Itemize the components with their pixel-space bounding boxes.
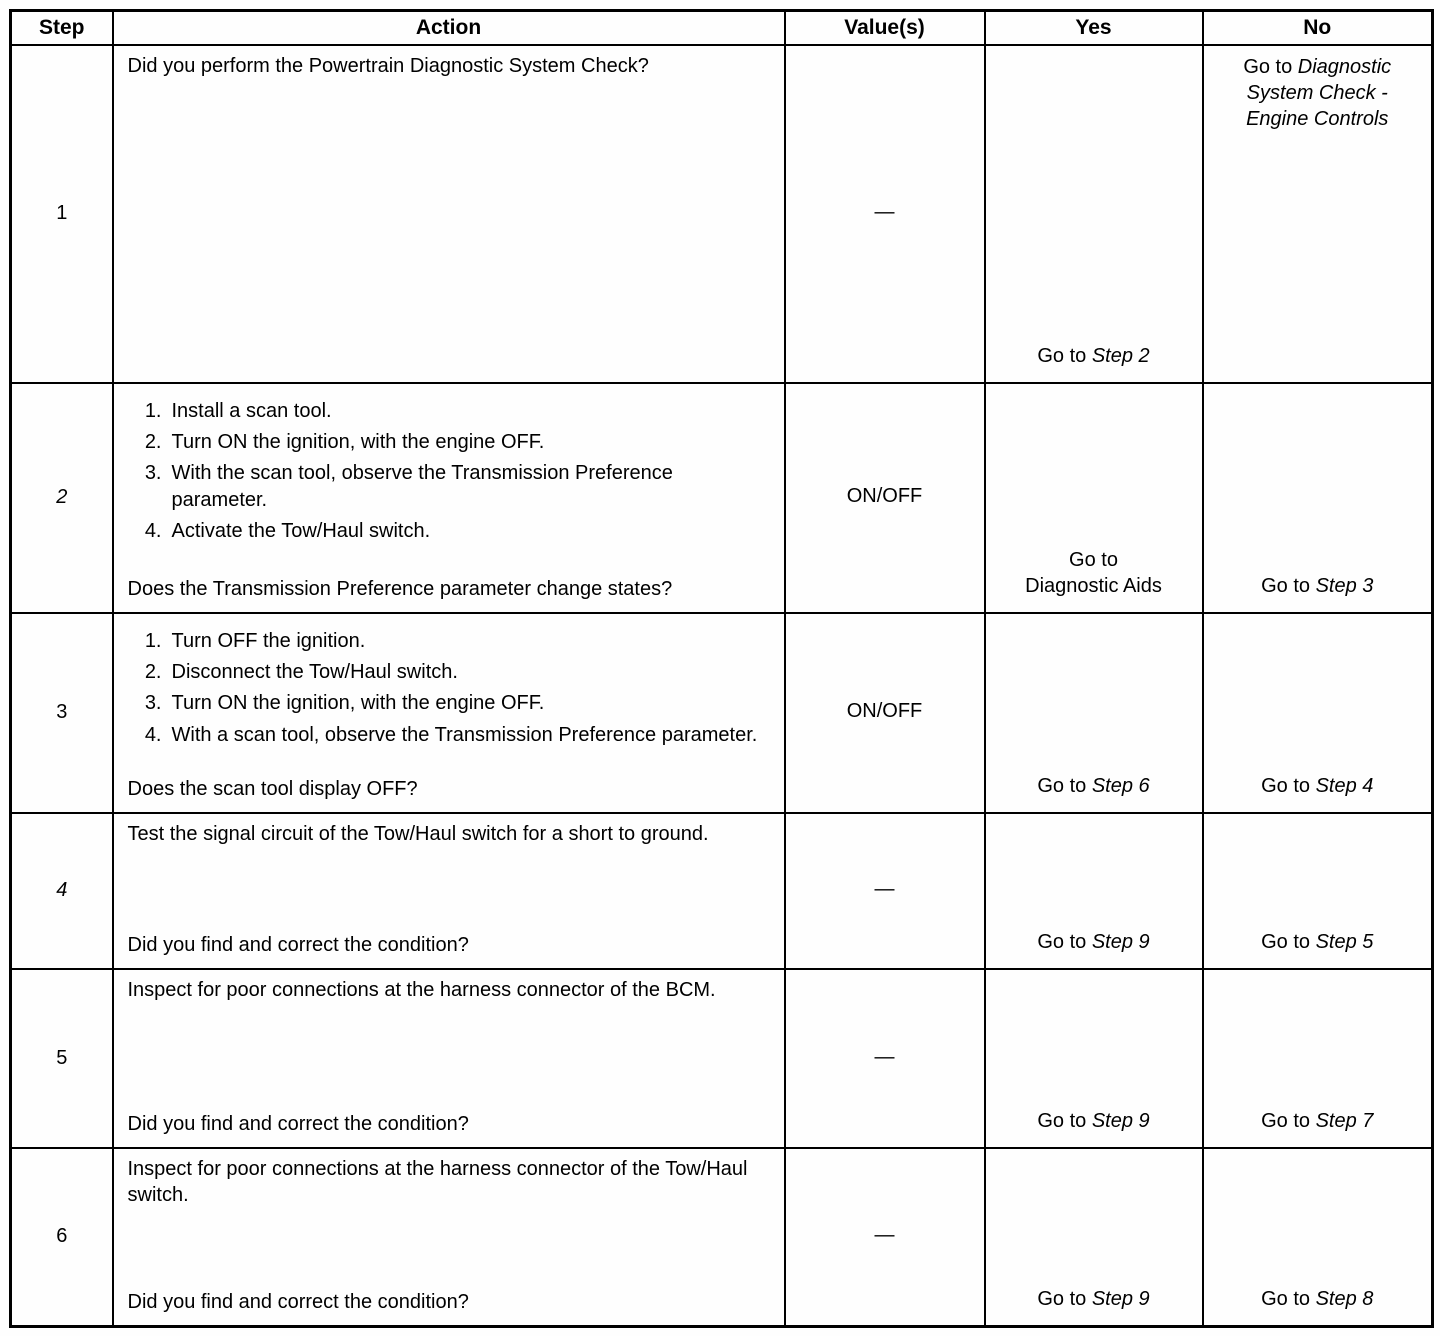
goto-text: Go to xyxy=(1037,1288,1092,1311)
action-intro: Inspect for poor connections at the harness connector of the Tow/Haul switch. xyxy=(127,1157,748,1206)
column-header-values: Value(s) xyxy=(785,11,985,45)
reference-name: Step 8 xyxy=(1315,1288,1374,1311)
list-number: 2. xyxy=(144,660,162,683)
yes-cell xyxy=(985,383,1203,613)
step-cell xyxy=(11,813,113,969)
column-header-action: Action xyxy=(113,11,785,45)
action-content xyxy=(128,391,772,603)
action-question: Does the scan tool display OFF? xyxy=(127,778,418,801)
step-cell xyxy=(11,45,113,383)
step-cell xyxy=(11,1148,113,1327)
action-list-item xyxy=(128,460,772,513)
table-header xyxy=(11,11,1433,45)
action-intro: Test the signal circuit of the Tow/Haul switch for a short to ground. xyxy=(127,822,709,845)
goto-text: Go to xyxy=(1069,548,1118,571)
reference-name: Step 9 xyxy=(1091,931,1150,954)
goto-text: Go to xyxy=(1037,775,1092,798)
reference-name: Step 7 xyxy=(1315,1110,1374,1133)
step-number: 5 xyxy=(56,1046,68,1069)
action-list-item xyxy=(128,429,772,455)
action-cell xyxy=(113,383,785,613)
goto-text: Go to xyxy=(1261,931,1316,954)
action-list-item xyxy=(128,398,772,424)
yes-cell xyxy=(985,45,1203,383)
list-number: 2. xyxy=(144,430,162,453)
action-content xyxy=(128,1156,772,1316)
step-number: 2 xyxy=(56,486,68,509)
step-cell xyxy=(11,969,113,1148)
column-header-no: No xyxy=(1203,11,1433,45)
goto-text: Go to xyxy=(1261,1288,1316,1311)
action-question: Did you find and correct the condition? xyxy=(127,1291,469,1314)
value-cell xyxy=(785,383,985,613)
diagnostic-table xyxy=(9,9,1434,1328)
value-text: ON/OFF xyxy=(846,700,923,723)
value-text: — xyxy=(874,1045,895,1068)
goto-text: Go to xyxy=(1261,775,1316,798)
reference-name: Step 5 xyxy=(1315,931,1374,954)
value-text: — xyxy=(874,878,895,901)
list-item-text: Turn ON the ignition, with the engine OFF. xyxy=(171,692,545,715)
table-row xyxy=(11,969,1433,1148)
reference-name: Step 4 xyxy=(1315,775,1374,798)
reference-name: Step 3 xyxy=(1315,575,1374,598)
value-cell xyxy=(785,969,985,1148)
step-cell xyxy=(11,613,113,813)
table-row xyxy=(11,813,1433,969)
action-cell xyxy=(113,813,785,969)
yes-instruction xyxy=(998,929,1190,955)
no-cell xyxy=(1203,383,1433,613)
table-body xyxy=(11,45,1433,1327)
no-instruction xyxy=(1216,573,1420,599)
goto-text: Go to xyxy=(1037,345,1092,368)
no-instruction xyxy=(1216,54,1420,133)
value-text: ON/OFF xyxy=(846,485,923,508)
yes-instruction xyxy=(998,547,1190,600)
no-instruction xyxy=(1216,929,1420,955)
column-header-yes: Yes xyxy=(985,11,1203,45)
yes-instruction xyxy=(998,1108,1190,1134)
reference-name: Step 9 xyxy=(1091,1288,1150,1311)
action-list xyxy=(128,623,772,754)
action-cell xyxy=(113,613,785,813)
reference-name: Step 9 xyxy=(1091,1110,1150,1133)
action-intro: Did you perform the Powertrain Diagnostic System Check? xyxy=(127,54,649,77)
list-item-text: Turn ON the ignition, with the engine OFF. xyxy=(171,430,545,453)
action-list-item xyxy=(128,518,772,544)
action-content xyxy=(128,53,772,373)
list-number: 3. xyxy=(144,692,162,715)
action-list-item xyxy=(128,690,772,716)
action-list-item xyxy=(128,628,772,654)
yes-cell xyxy=(985,969,1203,1148)
no-instruction xyxy=(1216,1286,1420,1312)
yes-instruction xyxy=(998,1286,1190,1312)
list-item-text: Install a scan tool. xyxy=(171,399,332,422)
list-item-text: With a scan tool, observe the Transmission Preference parameter. xyxy=(171,723,758,746)
action-content xyxy=(128,621,772,803)
list-item-text: Disconnect the Tow/Haul switch. xyxy=(171,660,458,683)
list-number: 4. xyxy=(144,723,162,746)
table-row xyxy=(11,383,1433,613)
action-cell xyxy=(113,969,785,1148)
column-header-step: Step xyxy=(11,11,113,45)
no-instruction xyxy=(1216,773,1420,799)
action-intro: Inspect for poor connections at the harness connector of the BCM. xyxy=(127,978,716,1001)
list-number: 4. xyxy=(144,520,162,543)
action-question: Did you find and correct the condition? xyxy=(127,934,469,957)
action-content xyxy=(128,821,772,959)
goto-text: Diagnostic Aids xyxy=(1025,575,1162,598)
goto-text: Go to xyxy=(1037,1110,1092,1133)
goto-text: Go to xyxy=(1037,931,1092,954)
action-list xyxy=(128,393,772,550)
no-cell xyxy=(1203,45,1433,383)
reference-name: Diagnostic System Check - Engine Controls xyxy=(1246,55,1392,131)
header-row xyxy=(11,11,1433,45)
list-item-text: With the scan tool, observe the Transmission Preference parameter. xyxy=(171,462,673,511)
action-list-item xyxy=(128,722,772,748)
yes-instruction xyxy=(998,773,1190,799)
table-row xyxy=(11,613,1433,813)
goto-text: Go to xyxy=(1261,1110,1316,1133)
goto-text: Go to xyxy=(1261,575,1316,598)
no-cell xyxy=(1203,1148,1433,1327)
step-number: 6 xyxy=(56,1225,68,1248)
action-cell xyxy=(113,45,785,383)
value-cell xyxy=(785,1148,985,1327)
yes-instruction xyxy=(998,343,1190,369)
action-content xyxy=(128,977,772,1138)
value-cell xyxy=(785,613,985,813)
value-cell xyxy=(785,813,985,969)
list-number: 3. xyxy=(144,462,162,485)
step-number: 1 xyxy=(56,202,68,225)
value-cell xyxy=(785,45,985,383)
list-number: 1. xyxy=(144,399,162,422)
table-row xyxy=(11,1148,1433,1327)
yes-cell xyxy=(985,813,1203,969)
value-text: — xyxy=(874,1224,895,1247)
list-item-text: Turn OFF the ignition. xyxy=(171,629,366,652)
no-cell xyxy=(1203,969,1433,1148)
reference-name: Step 2 xyxy=(1091,345,1150,368)
no-cell xyxy=(1203,813,1433,969)
action-list-item xyxy=(128,659,772,685)
step-number: 4 xyxy=(56,879,68,902)
list-item-text: Activate the Tow/Haul switch. xyxy=(171,520,431,543)
action-question: Did you find and correct the condition? xyxy=(127,1113,469,1136)
action-question: Does the Transmission Preference parameter change states? xyxy=(127,578,673,601)
table-row xyxy=(11,45,1433,383)
value-text: — xyxy=(874,201,895,224)
goto-text: Go to xyxy=(1243,55,1298,78)
step-number: 3 xyxy=(56,701,68,724)
action-cell xyxy=(113,1148,785,1327)
yes-cell xyxy=(985,613,1203,813)
yes-cell xyxy=(985,1148,1203,1327)
list-number: 1. xyxy=(144,629,162,652)
no-cell xyxy=(1203,613,1433,813)
reference-name: Step 6 xyxy=(1091,775,1150,798)
step-cell xyxy=(11,383,113,613)
no-instruction xyxy=(1216,1108,1420,1134)
